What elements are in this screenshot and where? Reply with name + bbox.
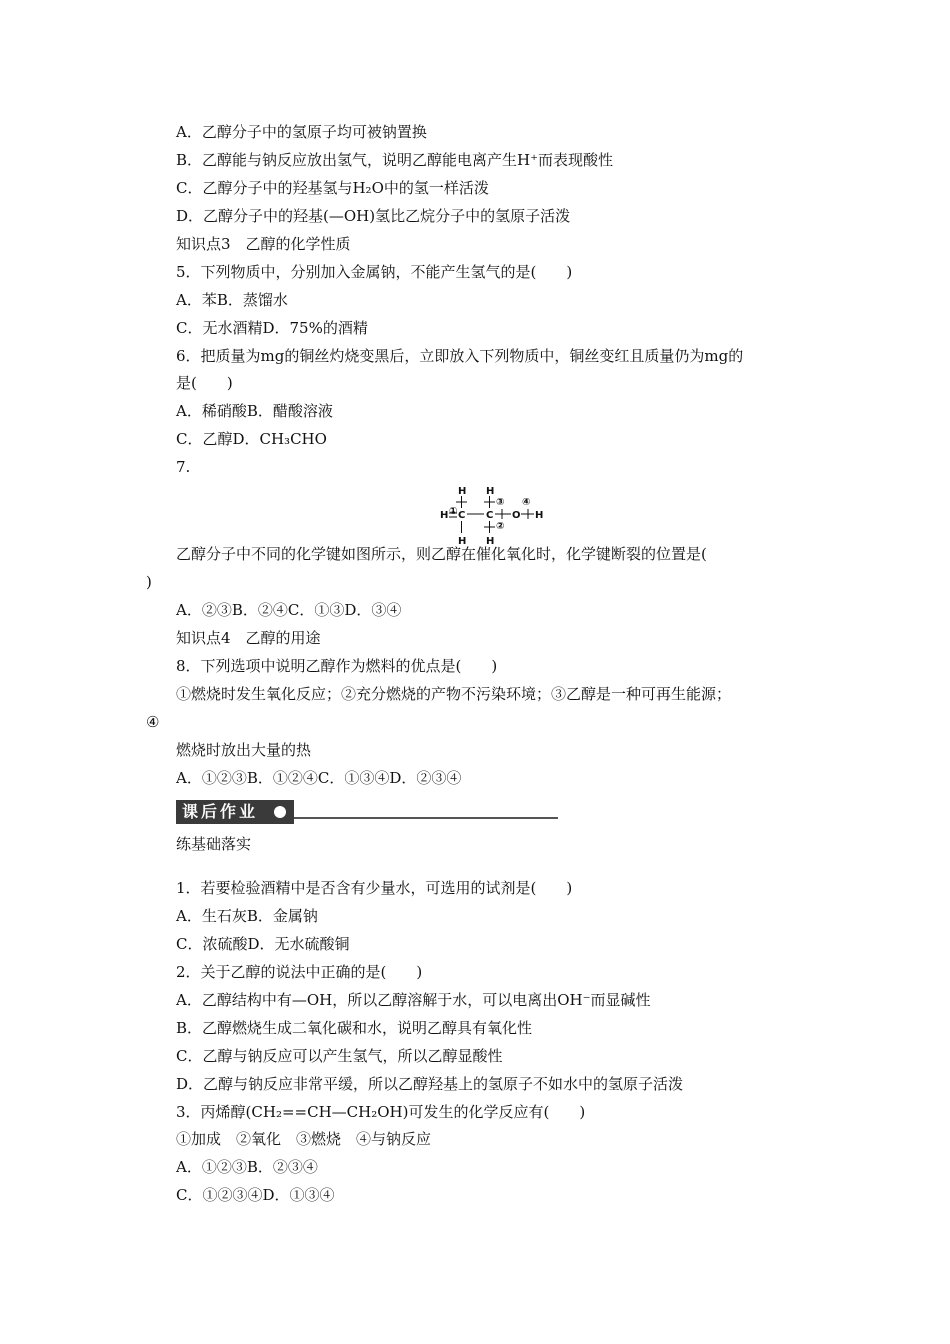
option-text: A．①②③B．①②④C．①③④D．②③④ [176,769,462,787]
bond-label-2: ② [496,521,505,532]
option-text: C．浓硫酸D．无水硫酸铜 [176,935,350,953]
section-heading: 知识点4 乙醇的用途 [176,629,321,647]
atom-h-top-1: H [458,486,467,497]
question-text: 6．把质量为mg的铜丝灼烧变黑后，立即放入下列物质中，铜丝变红且质量仍为mg的 [176,347,744,365]
option-text: C．乙醇D．CH₃CHO [176,430,327,448]
question-text: 3．丙烯醇(CH₂==CH—CH₂OH)可发生的化学反应有( ) [176,1103,586,1121]
homework-banner [176,800,558,826]
option-text: A．苯B．蒸馏水 [176,291,288,309]
atom-h-left: H [440,510,449,521]
option-text: A．稀硝酸B．醋酸溶液 [176,402,333,420]
bond-label-4: ④ [522,497,531,508]
option-text: C．乙醇分子中的羟基氢与H₂O中的氢一样活泼 [176,179,489,197]
question-text: 2．关于乙醇的说法中正确的是( ) [176,963,423,981]
bullet-dot-icon [274,806,286,818]
question-text: 乙醇分子中不同的化学键如图所示，则乙醇在催化氧化时，化学键断裂的位置是( [176,545,707,563]
option-text: D．乙醇分子中的羟基(—OH)氢比乙烷分子中的氢原子活泼 [176,207,571,225]
question-text: ) [146,573,152,591]
option-text: B．乙醇能与钠反应放出氢气，说明乙醇能电离产生H⁺而表现酸性 [176,151,614,169]
option-text: C．①②③④D．①③④ [176,1186,335,1204]
banner-label: 课后作业 [182,802,259,821]
banner-box [176,800,294,824]
bond-label-3: ③ [496,497,505,508]
atom-h-bottom-2: H [486,536,495,546]
ethanol-structure-diagram [436,484,556,546]
option-text: C．乙醇与钠反应可以产生氢气，所以乙醇显酸性 [176,1047,503,1065]
option-text: A．①②③B．②③④ [176,1158,318,1176]
section-heading: 知识点3 乙醇的化学性质 [176,235,351,253]
option-text: D．乙醇与钠反应非常平缓，所以乙醇羟基上的氢原子不如水中的氢原子活泼 [176,1075,684,1093]
atom-o: O [512,510,521,521]
atom-c-2: C [486,510,494,521]
atom-h-bottom-1: H [458,536,467,546]
atom-h-right: H [535,510,544,521]
question-text: 5．下列物质中，分别加入金属钠，不能产生氢气的是( ) [176,263,573,281]
section-heading: 练基础落实 [176,835,252,853]
question-text: 8．下列选项中说明乙醇作为燃料的优点是( ) [176,657,498,675]
question-text: ①加成 ②氧化 ③燃烧 ④与钠反应 [176,1130,432,1148]
option-text: A．乙醇结构中有—OH，所以乙醇溶解于水，可以电离出OH⁻而显碱性 [176,991,651,1009]
question-number: 7. [176,458,191,476]
option-text: A．②③B．②④C．①③D．③④ [176,601,402,619]
question-text: 1．若要检验酒精中是否含有少量水，可选用的试剂是( ) [176,879,573,897]
atom-h-top-2: H [486,486,495,497]
question-text: 是( ) [176,374,233,392]
banner-divider [294,817,558,819]
option-text: C．无水酒精D．75%的酒精 [176,319,368,337]
bond-label-1: ① [449,506,458,517]
question-text: ①燃烧时发生氧化反应；②充分燃烧的产物不污染环境；③乙醇是一种可再生能源； [176,685,732,703]
option-text: B．乙醇燃烧生成二氧化碳和水，说明乙醇具有氧化性 [176,1019,533,1037]
option-text: A．生石灰B．金属钠 [176,907,318,925]
question-text: ④ [146,713,160,731]
atom-c-1: C [458,510,466,521]
option-text: A．乙醇分子中的氢原子均可被钠置换 [176,123,427,141]
question-text: 燃烧时放出大量的热 [176,741,312,759]
